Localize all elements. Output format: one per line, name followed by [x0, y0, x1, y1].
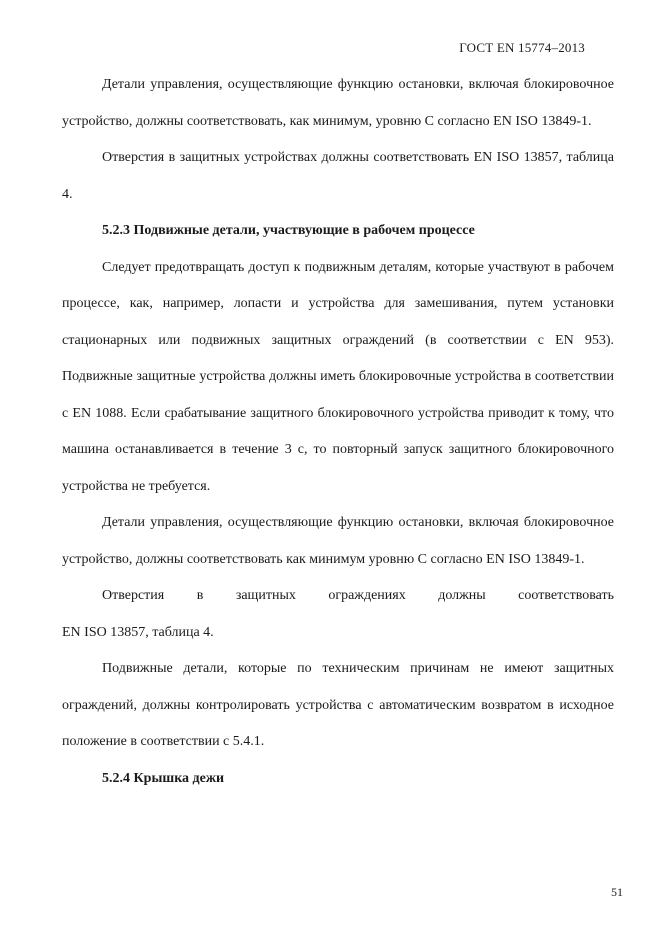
paragraph-openings-guards: Отверстия в защитных ограждениях должны соответствовать	[102, 588, 614, 603]
paragraph-control-parts: Детали управления, осуществляющие функцию остановки, включая блокировочное устройство, должны соответствовать, как минимум, уровню С согласно EN ISO 13849-1.	[62, 77, 614, 129]
page-number: 51	[611, 885, 623, 899]
paragraph-openings-guards-continued: EN ISO 13857, таблица 4.	[62, 624, 214, 640]
section-heading-5-2-4: 5.2.4 Крышка дежи	[102, 770, 225, 786]
section-heading-5-2-3: 5.2.3 Подвижные детали, участвующие в рабочем процессе	[102, 223, 475, 238]
document-code-header: ГОСТ EN 15774–2013	[459, 40, 585, 55]
page-body	[62, 67, 614, 797]
paragraph-moving-parts-without-guards: Подвижные детали, которые по техническим причинам не имеют защитных ограждений, должны контролировать устройства с автоматическим возвратом в исходное положение в соответствии с 5.4.1.	[62, 661, 614, 749]
paragraph-moving-parts-access: Следует предотвращать доступ к подвижным деталям, которые участвуют в рабочем процессе, как, например, лопасти и устройства для замешивания, путем установки стационарных или подвижных защитных ограждений (в соответствии с EN 953). Подвижные защитные устройства должны иметь блокировочные устройства в соответствии с EN 1088. Если срабатывание защитного блокировочного устройства приводит к тому, что машина останавливается в течение 3 с, то повторный запуск защитного блокировочного устройства не требуется.	[62, 259, 614, 494]
paragraph-openings: Отверстия в защитных устройствах должны соответствовать EN ISO 13857, таблица 4.	[62, 150, 614, 202]
paragraph-control-parts-repeat: Детали управления, осуществляющие функцию остановки, включая блокировочное устройство, должны соответствовать как минимум уровню С согласно EN ISO 13849-1.	[62, 515, 614, 567]
